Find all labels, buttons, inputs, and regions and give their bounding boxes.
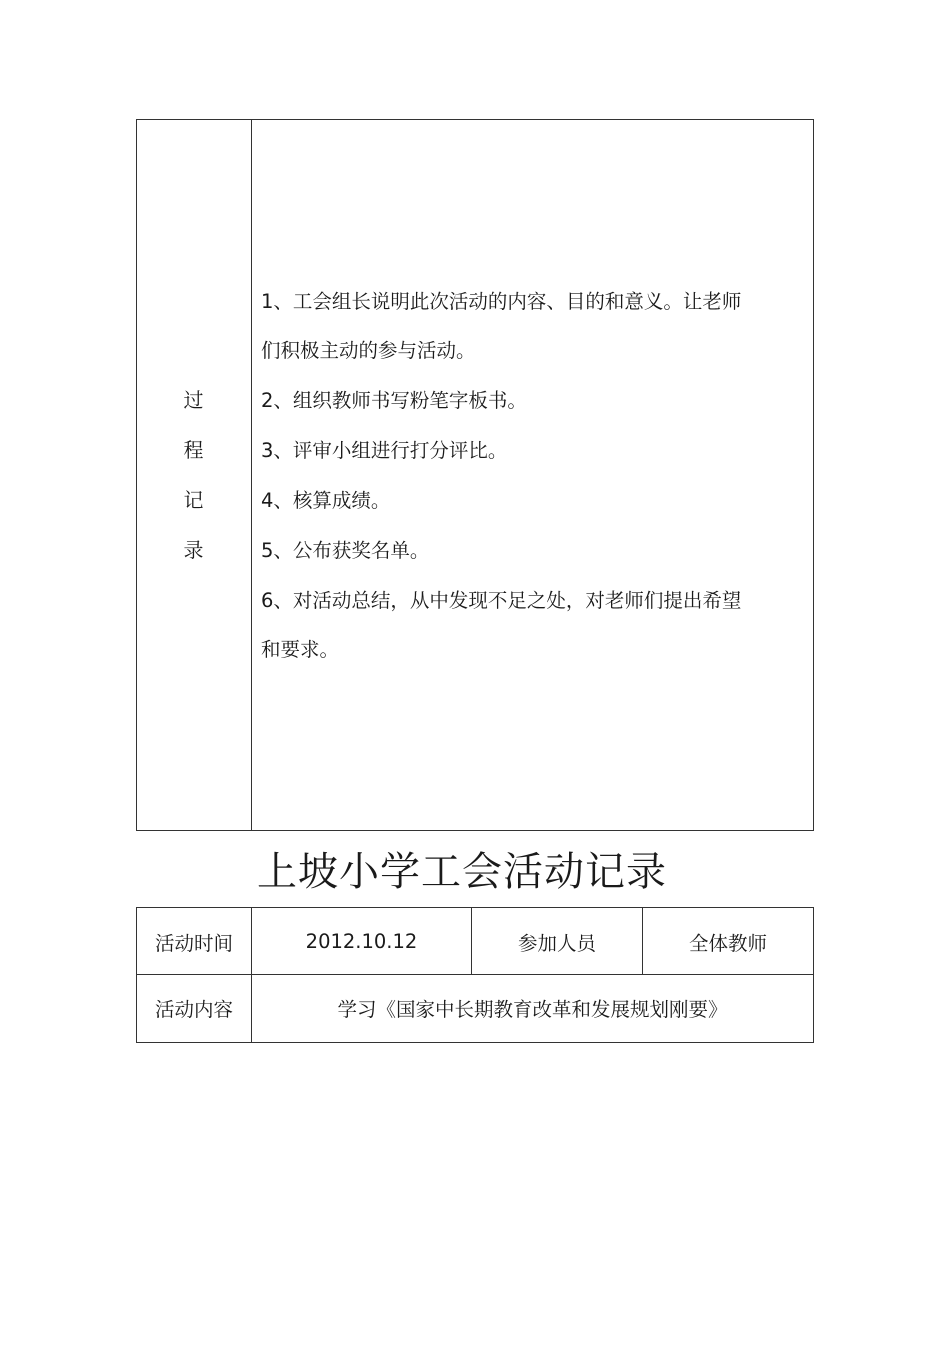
process-step-line: 3、评审小组进行打分评比。 [261,439,508,462]
participants-label: 参加人员 [517,931,596,955]
process-step-line: 和要求。 [261,638,340,661]
process-record-label-cell [137,120,252,830]
process-label-char: 过 [183,388,204,412]
process-step-line: 6、对活动总结，从中发现不足之处，对老师们提出希望 [261,589,742,612]
process-step-line: 5、公布获奖名单。 [261,539,430,562]
participants-value: 全体教师 [688,931,767,955]
process-record-table [136,119,814,831]
process-label-char: 记 [183,488,204,512]
process-step-line: 们积极主动的参与活动。 [261,339,476,362]
process-step-line: 2、组织教师书写粉笔字板书。 [261,389,527,412]
activity-time-value: 2012.10.12 [305,930,418,953]
process-label-char: 程 [183,438,204,462]
activity-time-label: 活动时间 [154,931,233,955]
activity-content-label: 活动内容 [154,998,233,1021]
process-step-line: 4、核算成绩。 [261,489,391,512]
process-label-char: 录 [183,538,204,562]
activity-content-value: 学习《国家中长期教育改革和发展规划刚要》 [337,998,728,1021]
activity-info-table [136,907,814,1043]
process-step-line: 1、工会组长说明此次活动的内容、目的和意义。让老师 [261,290,742,313]
page-title: 上坡小学工会活动记录 [257,849,667,895]
